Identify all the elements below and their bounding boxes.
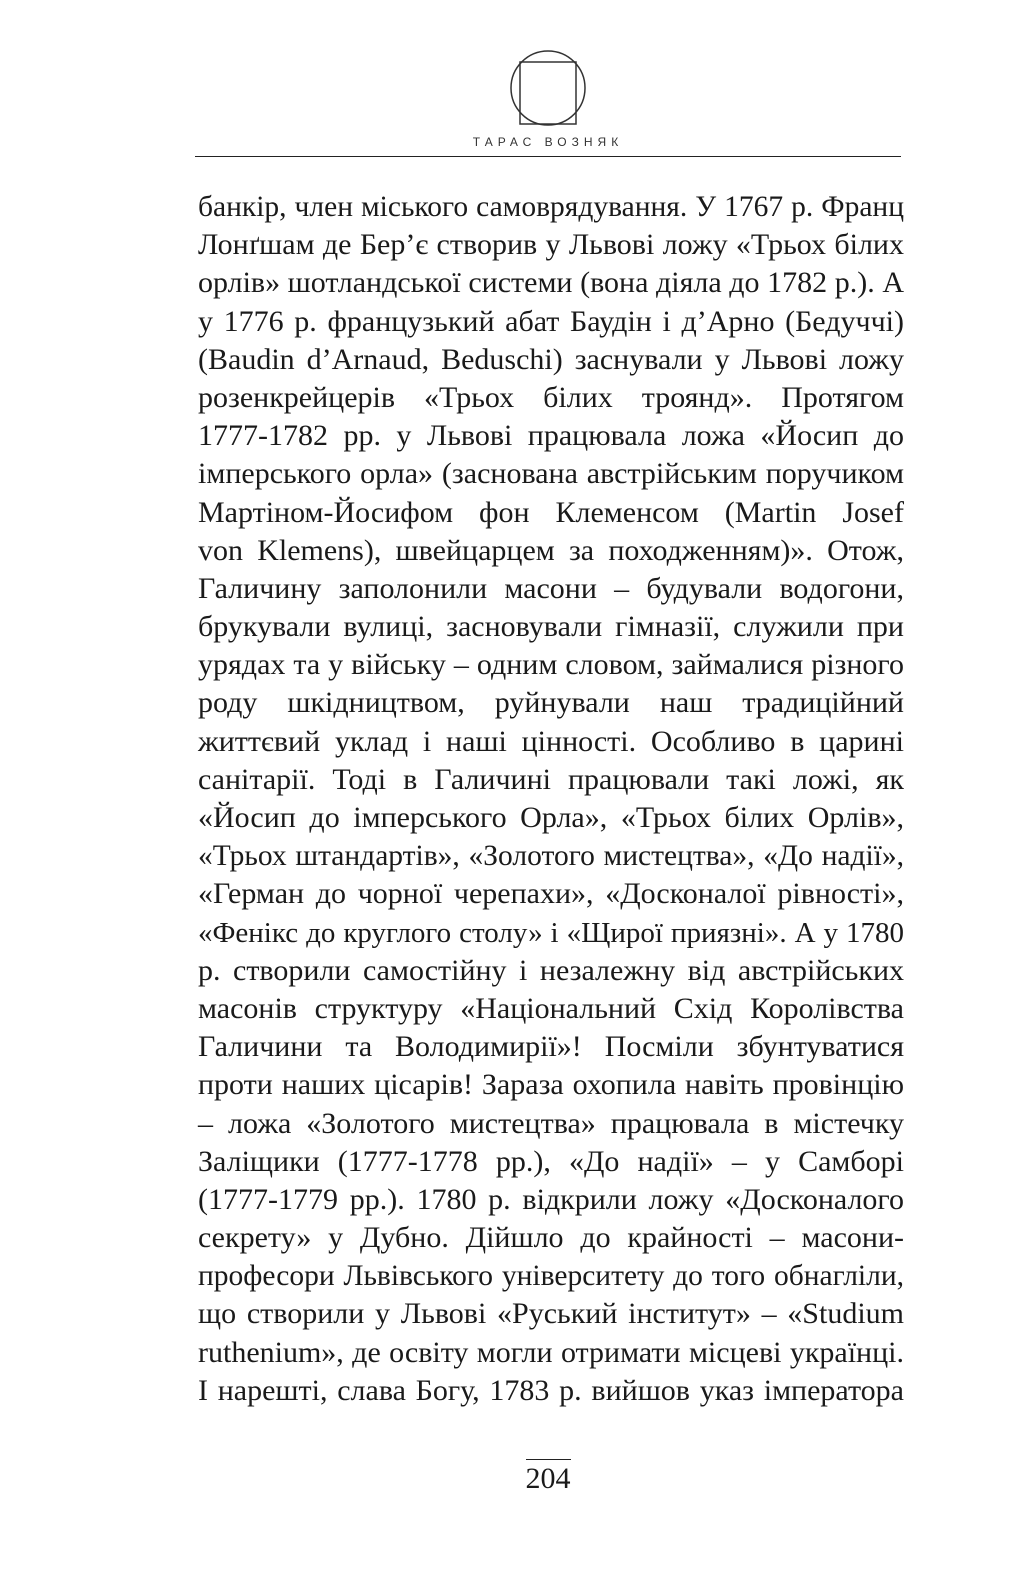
text-line: санітарії. Тоді в Галичині працювали такі ложі, як <box>198 762 904 796</box>
text-line: брукували вулиці, засновували гімназії, служили при <box>198 610 904 644</box>
header-rule <box>195 156 901 157</box>
body-text <box>198 188 904 1410</box>
text-line: «Йосип до імперського Орла», «Трьох білих Орлів», <box>198 801 904 834</box>
text-line: масонів структуру «Національний Схід Королівства <box>198 991 904 1025</box>
text-line: секрету» у Дубно. Дійшло до крайності – масони- <box>198 1221 904 1255</box>
text-line: р. створили самостійну і незалежну від австрійських <box>198 953 904 987</box>
text-line: урядах та у війську – одним словом, займалися різного <box>198 648 904 682</box>
text-line: Галичину заполонили масони – будували водогони, <box>198 571 904 605</box>
text-line: (1777-1779 рр.). 1780 р. відкрили ложу «Досконалого <box>198 1182 904 1216</box>
text-line: проти наших цісарів! Зараза охопила навіть провінцію <box>198 1068 904 1102</box>
text-line: професори Львівського університету до того обнагліли, <box>198 1260 904 1293</box>
text-line: Мартіном-Йосифом фон Клеменсом (Martin Josef <box>198 495 904 529</box>
running-head-author: ТАРАС ВОЗНЯК <box>472 135 624 149</box>
text-line: що створили у Львові «Руський інститут» – «Studium <box>198 1297 904 1331</box>
text-line: «Фенікс до круглого столу» і «Щирої приязні». А у 1780 <box>198 916 904 949</box>
text-line: життєвий уклад і наші цінності. Особливо в царині <box>198 724 904 758</box>
text-line: банкір, член міського самоврядування. У 1767 р. Франц <box>198 191 904 223</box>
text-line: «Герман до чорної черепахи», «Досконалої рівності», <box>198 877 904 911</box>
text-line: Лонґшам де Бер’є створив у Львові ложу «Трьох білих <box>198 228 904 262</box>
text-line: Галичини та Володимирії»! Посміли збунтуватися <box>198 1030 904 1064</box>
text-line: орлів» шотландської системи (вона діяла до 1782 р.). А <box>198 266 904 300</box>
text-line: розенкрейцерів «Трьох білих троянд». Протягом <box>198 380 904 414</box>
text-line: 1777-1782 рр. у Львові працювала ложа «Йосип до <box>198 419 904 453</box>
text-line: роду шкідництвом, руйнували наш традиційний <box>198 686 904 720</box>
text-line: імперського орла» (заснована австрійським поручиком <box>198 457 904 491</box>
text-line: von Klemens), швейцарцем за походженням)». Отож, <box>198 533 904 567</box>
page-number-value: 204 <box>526 1459 571 1496</box>
text-line: І нарешті, слава Богу, 1783 р. вийшов указ імператора <box>198 1373 904 1407</box>
page-number <box>195 1459 901 1496</box>
text-line: у 1776 р. французький абат Баудін і д’Арно (Бедуччі) <box>198 304 904 338</box>
text-line: Заліщики (1777-1778 рр.), «До надії» – у Самборі <box>198 1144 904 1178</box>
text-line: «Трьох штандартів», «Золотого мистецтва», «До надії», <box>198 840 904 873</box>
text-line: ruthenium», де освіту могли отримати місцеві українці. <box>198 1335 904 1369</box>
circle-square-logo-icon <box>508 48 588 128</box>
text-line: (Baudin d’Arnaud, Beduschi) заснували у Львові ложу <box>198 342 904 376</box>
text-line: – ложа «Золотого мистецтва» працювала в містечку <box>198 1106 904 1140</box>
